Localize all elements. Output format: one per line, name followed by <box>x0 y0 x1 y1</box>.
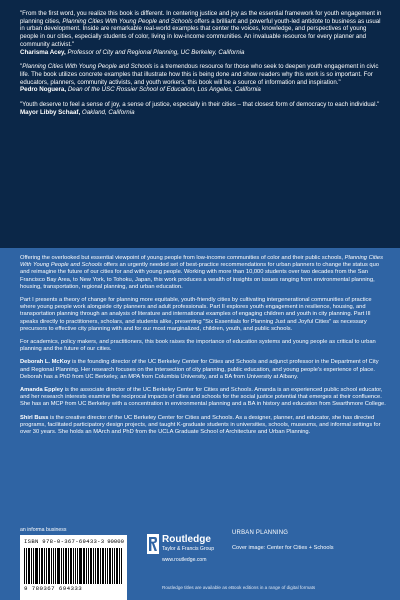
barcode-stripe <box>68 548 69 584</box>
endorsements-panel <box>0 0 400 248</box>
price-code: 90000 <box>107 538 124 545</box>
endorsement-text: "Youth deserve to feel a sense of joy, a sense of justice, especially in their cities – that closest form of democracy to each individual." <box>20 101 380 109</box>
barcode-stripe <box>114 548 115 584</box>
barcode-stripe <box>28 548 30 584</box>
barcode-stripe <box>41 548 43 584</box>
informa-label: an informa business <box>20 527 67 533</box>
barcode-stripe <box>46 548 47 584</box>
publisher-name: Routledge <box>162 534 211 545</box>
barcode-stripe <box>121 548 122 584</box>
endorsement-text: "Planning Cities With Young People and Schools is a tremendous resource for those who seek to deepen youth engagement in civic life. The book utilizes concrete examples that illustrate how this is being done and show readers why this work is so important. For educators, planners, community activists, and youth workers, this book will be a source of information and inspiration." <box>20 63 379 86</box>
ebook-note: Routledge titles are available as eBook editions in a range of digital formats <box>162 585 316 590</box>
description-paragraph: For academics, policy makers, and practitioners, this book raises the importance of education systems and young people as critical to urban planning and the future of our cities. <box>20 339 376 353</box>
barcode-stripe <box>55 548 56 584</box>
barcode-stripe <box>70 548 72 584</box>
endorsement-1 <box>20 10 386 56</box>
isbn-text: ISBN 978-0-367-69433-3 <box>24 538 105 545</box>
barcode-stripe <box>39 548 40 584</box>
barcode-stripe <box>116 548 118 584</box>
author-bio: Amanda Eppley is the associate director of the UC Berkeley Center for Cities and Schools. Amanda is an experienced public school educator, and her research interests examine the reciprocal impacts of cities and schools for the social justice potential that emerges at their confluence. She has an MCP from UC Berkeley with a concentration in environmental planning and a BA in history and education from Swarthmore College. <box>20 387 386 408</box>
description-paragraph: Offering the overlooked but essential viewpoint of young people from low-income communities of color and their public schools, Planning Cities With Young People and Schools offers an urgently needed set of best-practice recommendations for urban planners to change the status quo and reimagine the future of our cities for and with young people. Working with more than 10,000 students over two decades from the San Francisco Bay Area, to New York, to Tohoku, Japan, this work produces a wealth of insights on issues ranging from environmental planning, housing, transportation, regional planning, and urban education. <box>20 255 383 290</box>
author-bio: Shirl Buss is the creative director of the UC Berkeley Center for Cities and Schools. As a designer, planner, and educator, she has directed programs, facilitated participatory design projects, and taught K-graduate students in universities, schools, museums, and informal settings for over 30 years. She holds an MArch and PhD from the UCLA Graduate School of Architecture and Urban Planning. <box>20 414 381 436</box>
barcode-stripe <box>65 548 67 584</box>
barcode-stripe <box>112 548 113 584</box>
barcode-stripe <box>48 548 50 584</box>
publisher-group: Taylor & Francis Group <box>162 546 215 552</box>
barcode-digits: 9 780367 694333 <box>24 585 83 592</box>
endorsement-attribution: Charisma Acey, Professor of City and Regional Planning, UC Berkeley, California <box>20 48 245 56</box>
endorsement-attribution: Pedro Noguera, Dean of the USC Rossier School of Education, Los Angeles, California <box>20 86 261 94</box>
barcode-stripe <box>75 548 76 584</box>
barcode-stripe <box>53 548 54 584</box>
barcode-stripe <box>57 548 60 584</box>
barcode-stripe <box>73 548 74 584</box>
endorsement-text: "From the first word, you realize this book is different. In centering justice and joy as the essential framework for youth engagement in planning cities, Planning Cities With Young People and Schools offers a brilliant and powerful youth-led antidote to business as usual in urban development. Inside are remarkable real-world examples that center the voices, knowledge, and perspectives of young people in our cities, especially students of color, living in low-income communities. An invaluable resource for every planner and community activist." <box>20 10 382 48</box>
cover-credit: Cover image: Center for Cities + Schools <box>232 545 334 551</box>
barcode-stripe <box>93 548 94 584</box>
barcode-stripe <box>26 548 27 584</box>
barcode-stripe <box>88 548 89 584</box>
barcode-stripe <box>63 548 64 584</box>
barcode-stripe <box>31 548 32 584</box>
barcode-stripe <box>107 548 108 584</box>
barcode-stripe <box>79 548 82 584</box>
barcode-stripe <box>51 548 53 584</box>
barcode-stripe <box>61 548 62 584</box>
barcode-stripe <box>100 548 101 584</box>
endorsement-attribution: Mayor Libby Schaaf, Oakland, California <box>20 108 135 116</box>
barcode-stripe <box>97 548 99 584</box>
routledge-logo-icon <box>147 534 159 554</box>
barcode-stripe <box>44 548 45 584</box>
barcode-bars <box>24 548 123 584</box>
barcode-stripe <box>90 548 92 584</box>
barcode-stripe <box>86 548 87 584</box>
barcode-stripe <box>95 548 96 584</box>
barcode-stripe <box>24 548 25 584</box>
endorsement-3 <box>20 101 386 116</box>
barcode-stripe <box>119 548 120 584</box>
endorsement-2 <box>20 63 386 94</box>
barcode-stripe <box>33 548 34 584</box>
barcode-stripe <box>77 548 78 584</box>
barcode-stripe <box>35 548 38 584</box>
author-bio: Deborah L. McKoy is the founding director of the UC Berkeley Center for Cities and Schools and adjunct professor in the Department of City and Regional Planning. Her research focuses on the intersection of city planning, public education, and young people's experience of place. Deborah has a PhD from UC Berkeley, an MPA from Columbia University, and a BA from University at Albany. <box>20 359 379 380</box>
barcode-stripe <box>102 548 105 584</box>
barcode-stripe <box>105 548 106 584</box>
publisher-url[interactable]: www.routledge.com <box>162 557 207 563</box>
subject-category: URBAN PLANNING <box>232 530 289 536</box>
barcode-stripe <box>83 548 85 584</box>
description-paragraph: Part I presents a theory of change for planning more equitable, youth-friendly cities by cultivating intergenerational communities of practice where young people work alongside city planners and adult professionals. Part II explores youth engagement in resilience, housing, and transportation planning through an analysis of literature and international examples of engaging children and youth in city planning. Part III speaks directly to practitioners, scholars, and students alike, presenting "Six Essentials for Planning Just and Joyful Cities" as necessary precursors to effective city planning with and for our most marginalized, children, youth, and public schools. <box>20 297 372 332</box>
barcode-stripe <box>109 548 111 584</box>
barcode <box>20 535 127 600</box>
book-description <box>0 248 400 560</box>
